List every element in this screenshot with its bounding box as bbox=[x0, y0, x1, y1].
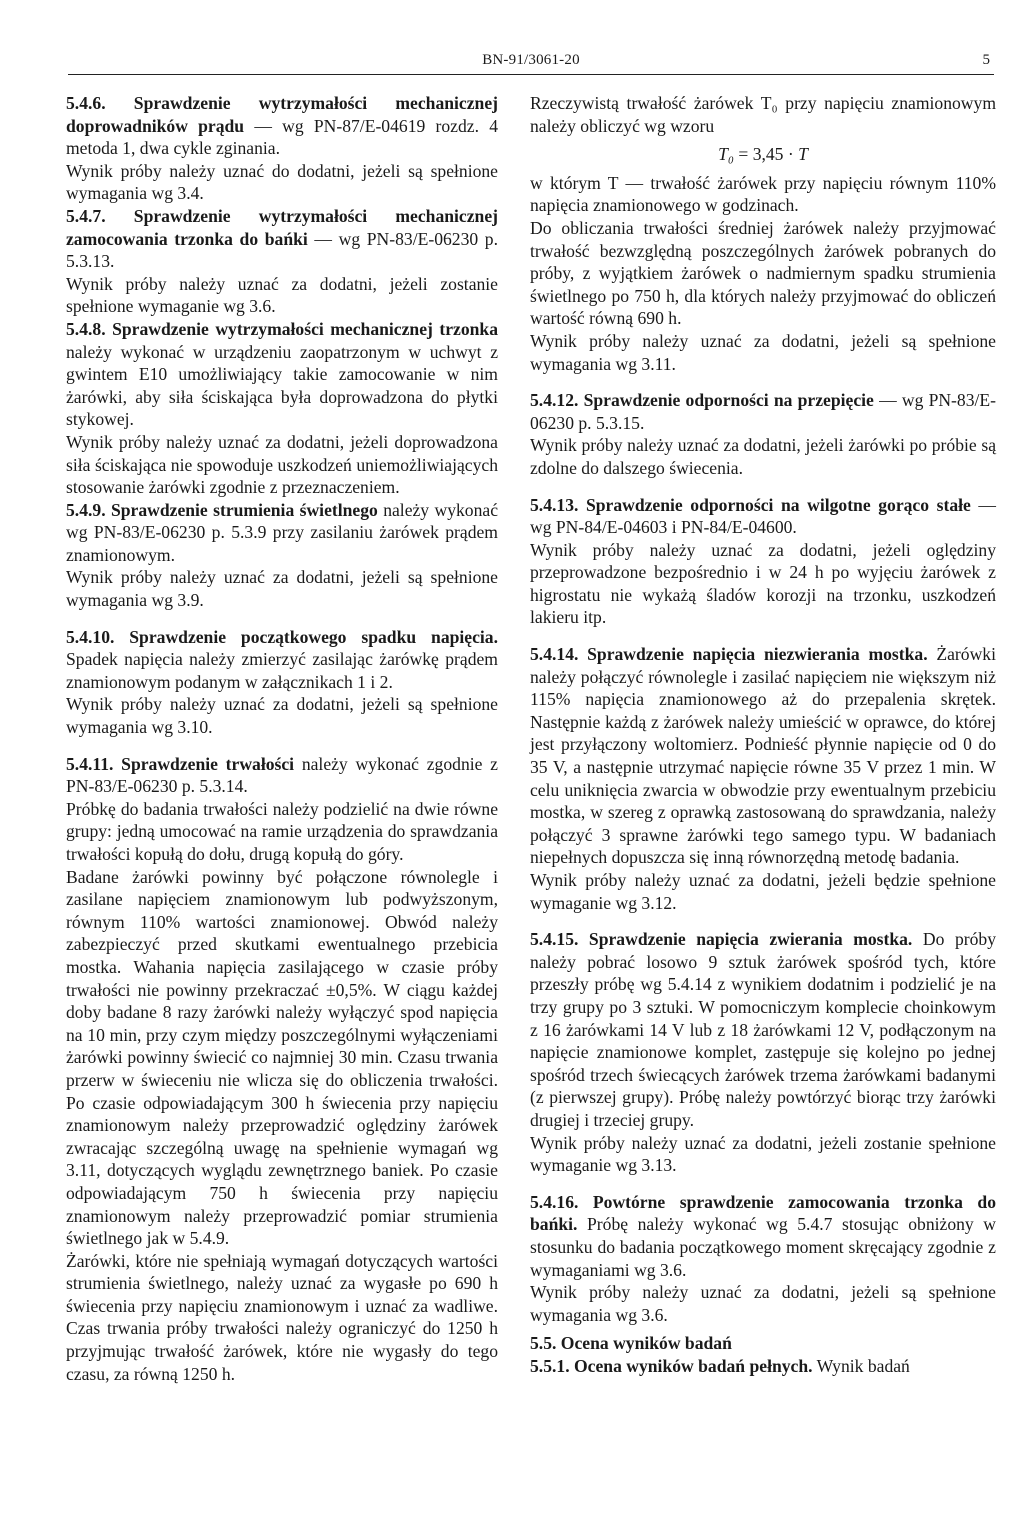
section-5-4-11 bbox=[66, 753, 498, 798]
paragraph-text: Próbę należy wykonać wg 5.4.7 stosując obniżony w stosunku do badania początkowego moment skręcający zgodnie z wymaganiami wg 3.6. bbox=[530, 1214, 996, 1280]
paragraph: Badane żarówki powinny być połączone równolegle i zasilane napięciem znamionowym lub podwyższonym, równym 110% wartości znamionowej. Obwód należy zabezpieczyć przed skutkami ewentualnego przebicia mostka. Wahania napięcia zasilającego w czasie próby trwałości nie powinny przekraczać ±0,5%. W ciągu każdej doby badane 8 razy żarówki należy wyłączyć spod napięcia na 10 min, przy czym między poszczególnymi wyłączeniami żarówki powinny świecić co najmniej 30 min. Czasu trwania przerw w świeceniu nie wlicza się do obliczenia trwałości. Po czasie odpowiadającym 300 h świecenia przy napięciu znamionowym należy przeprowadzić oględziny żarówek zwracając szczególną uwagę na spełnienie wymagań wg 3.11, dotyczących wyglądu zewnętrznego baniek. Po czasie odpowiadającym 750 h świecenia przy napięciu znamionowym należy przeprowadzić pomiar strumienia świetlnego jak w 5.4.9. bbox=[66, 866, 498, 1249]
paragraph-text: — wg PN-87/E-04619 rozdz. 4 metoda 1, dwa cykle zginania. bbox=[66, 115, 498, 159]
section-heading: 5.4.6. Sprawdzenie wytrzymałości mechanicznej doprowadników prądu bbox=[66, 93, 498, 136]
paragraph: Rzeczywistą trwałość żarówek T₀ przy napięciu znamionowym należy obliczyć wg wzoru bbox=[530, 93, 996, 136]
paragraph: Wynik próby należy uznać za dodatni, jeżeli zostanie spełnione wymaganie wg 3.13. bbox=[530, 1132, 996, 1176]
spacer bbox=[530, 629, 996, 643]
section-5-4-6 bbox=[66, 92, 498, 160]
section-5-4-8 bbox=[66, 318, 498, 431]
left-column bbox=[66, 92, 498, 1385]
paragraph: Wynik próby należy uznać za dodatni, jeżeli są spełnione wymagania wg 3.10. bbox=[66, 694, 498, 738]
paragraph-text: należy wykonać zgodnie z PN-83/E-06230 p. 5.3.14. bbox=[66, 753, 498, 797]
section-heading: 5.4.7. Sprawdzenie wytrzymałości mechanicznej zamocowania trzonka do bańki bbox=[66, 205, 498, 249]
section-heading: 5.5.1. Ocena wyników badań pełnych. bbox=[530, 1355, 813, 1376]
section-5-4-10 bbox=[66, 626, 498, 694]
paragraph-text: należy wykonać wg PN-83/E-06230 p. 5.3.9 przy zasilaniu żarówek prądem znamionowym. bbox=[66, 499, 498, 565]
spacer bbox=[66, 739, 498, 753]
paragraph: Wynik próby należy uznać za dodatni, jeżeli są spełnione wymagania wg 3.6. bbox=[530, 1282, 996, 1325]
paragraph-text: Do próby należy pobrać losowo 9 sztuk żarówek spośród tych, które przeszły próbę wg 5.4.14 z wynikiem dodatnim i podzielić je na trzy grupy po 3 sztuki. W pomocniczym komplecie choinkowym z 16 żarówkami 14 V lub z 18 żarówkami 12 V, podłączonym na napięcie znamionowe komplet, zastępuje się kolejno po jednej spośród trzech świecących żarówek trzema żarówkami badanymi (z pierwszej grupy). Próbę należy powtórzyć biorąc trzy żarówki drugiej i trzeciej grupy. bbox=[530, 929, 996, 1130]
section-heading: 5.4.8. Sprawdzenie wytrzymałości mechanicznej trzonka bbox=[66, 318, 498, 339]
right-column bbox=[530, 92, 996, 1377]
formula-rhs: T bbox=[798, 144, 808, 165]
paragraph: Wynik próby należy uznać do dodatni, jeżeli są spełnione wymagania wg 3.4. bbox=[66, 160, 498, 204]
paragraph: Wynik próby należy uznać za dodatni, jeżeli żarówki po próbie są zdolne do dalszego świecenia. bbox=[530, 435, 996, 478]
paragraph: w którym T — trwałość żarówek przy napięciu równym 110% napięcia znamionowego w godzinach. bbox=[530, 172, 996, 216]
paragraph-text: Wynik badań bbox=[812, 1355, 910, 1376]
spacer bbox=[530, 480, 996, 494]
section-5-4-13 bbox=[530, 494, 996, 539]
section-5-4-9 bbox=[66, 499, 498, 567]
section-heading: 5.4.13. Sprawdzenie odporności na wilgotne gorąco stałe bbox=[530, 494, 971, 515]
paragraph-text: — wg PN-83/E-06230 p. 5.3.13. bbox=[66, 228, 498, 272]
section-5-5 bbox=[530, 1332, 996, 1355]
paragraph-text: — wg PN-84/E-04603 i PN-84/E-04600. bbox=[530, 494, 996, 538]
section-heading: 5.5. Ocena wyników badań bbox=[530, 1333, 732, 1354]
section-heading: 5.4.15. Sprawdzenie napięcia zwierania mostka. bbox=[530, 929, 913, 950]
paragraph: Wynik próby należy uznać za dodatni, jeżeli będzie spełnione wymaganie wg 3.12. bbox=[530, 870, 996, 913]
paragraph-text: należy wykonać w urządzeniu zaopatrzonym w uchwyt z gwintem E10 umożliwiający takie zamocowanie w nim żarówki, aby siła ściskająca była doprowadzona do płytki stykowej. bbox=[66, 341, 498, 430]
spacer bbox=[530, 914, 996, 928]
standard-code: BN-91/3061-20 bbox=[482, 52, 580, 68]
section-heading: 5.4.12. Sprawdzenie odporności na przepięcie bbox=[530, 390, 874, 411]
section-5-4-14 bbox=[530, 643, 996, 869]
section-heading: 5.4.9. Sprawdzenie strumienia świetlnego bbox=[66, 499, 378, 520]
paragraph: Wynik próby należy uznać za dodatni, jeżeli są spełnione wymagania wg 3.11. bbox=[530, 330, 996, 374]
paragraph: Wynik próby należy uznać za dodatni, jeżeli doprowadzona siła ściskająca nie spowoduje uszkodzeń uniemożliwiających stosowanie żarówki zgodnie z przeznaczeniem. bbox=[66, 431, 498, 498]
spacer bbox=[530, 375, 996, 389]
section-5-4-7 bbox=[66, 205, 498, 273]
spacer bbox=[66, 612, 498, 626]
section-heading: 5.4.14. Sprawdzenie napięcia niezwierania mostka. bbox=[530, 644, 928, 665]
paragraph: Wynik próby należy uznać za dodatni, jeżeli oględziny przeprowadzone bezpośrednio i w 24 h po wyjęciu żarówek z higrostatu nie wykażą śladów korozji na trzonku, uszkodzeń lakieru itp. bbox=[530, 539, 996, 628]
paragraph-text: Żarówki należy połączyć równolegle i zasilać napięciem nie większym niż 115% napięcia znamionowego aż do przepalenia skrętek. Następnie każdą z żarówek należy umieścić w oprawce, do której jest przyłączony woltomierz. Podnieść płynnie napięcie od 0 do 35 V, a następnie utrzymać napięcie równe 35 V przez 1 min. W celu uniknięcia zwarcia w obwodzie przy ewentualnym przebiciu mostka, w szereg z oprawką zastosowaną do sprawdzania, należy połączyć 3 sprawne żarówki tego samego typu. W badaniach niepełnych dopuszcza się inną równorzędną metodę badania. bbox=[530, 644, 996, 868]
paragraph-text: Spadek napięcia należy zmierzyć zasilając żarówkę prądem znamionowym podanym w załącznikach 1 i 2. bbox=[66, 649, 498, 692]
section-5-4-15 bbox=[530, 928, 996, 1131]
formula-operator: = 3,45 · bbox=[733, 144, 799, 165]
spacer bbox=[530, 1177, 996, 1191]
paragraph: Do obliczania trwałości średniej żarówek należy przyjmować trwałość bezwzględną poszczególnych żarówek pobranych do próby, z wyjątkiem żarówek o nadmiernym spadku strumienia świetlnego po 750 h, dla których należy przyjmować do obliczeń wartość równą 690 h. bbox=[530, 217, 996, 329]
section-5-5-1 bbox=[530, 1355, 996, 1378]
paragraph: Wynik próby należy uznać za dodatni, jeżeli zostanie spełnione wymaganie wg 3.6. bbox=[66, 273, 498, 317]
section-heading: 5.4.16. Powtórne sprawdzenie zamocowania trzonka do bańki. bbox=[530, 1191, 996, 1235]
section-heading: 5.4.10. Sprawdzenie początkowego spadku napięcia. bbox=[66, 626, 498, 647]
formula bbox=[530, 143, 996, 166]
page-header bbox=[68, 52, 994, 76]
paragraph-text: — wg PN-83/E-06230 p. 5.3.15. bbox=[530, 390, 997, 433]
page-number: 5 bbox=[982, 52, 990, 68]
formula-lhs: T₀ bbox=[718, 144, 734, 165]
section-heading: 5.4.11. Sprawdzenie trwałości bbox=[66, 753, 295, 774]
section-5-4-12 bbox=[530, 389, 996, 434]
paragraph: Wynik próby należy uznać za dodatni, jeżeli są spełnione wymagania wg 3.9. bbox=[66, 567, 498, 611]
paragraph: Żarówki, które nie spełniają wymagań dotyczących wartości strumienia świetlnego, należy uznać za wygasłe po 690 h świecenia przy napięciu znamionowym i uznać za wadliwe. Czas trwania próby trwałości należy ograniczyć do 1250 h przyjmując trwałość żarówek, które nie wygasły do tego czasu, za równą 1250 h. bbox=[66, 1250, 498, 1384]
header-rule bbox=[68, 74, 994, 75]
section-5-4-16 bbox=[530, 1191, 996, 1281]
paragraph: Próbkę do badania trwałości należy podzielić na dwie równe grupy: jedną umocować na ramie urządzenia do sprawdzania trwałości kopułą do dołu, drugą kopułą do góry. bbox=[66, 798, 498, 864]
